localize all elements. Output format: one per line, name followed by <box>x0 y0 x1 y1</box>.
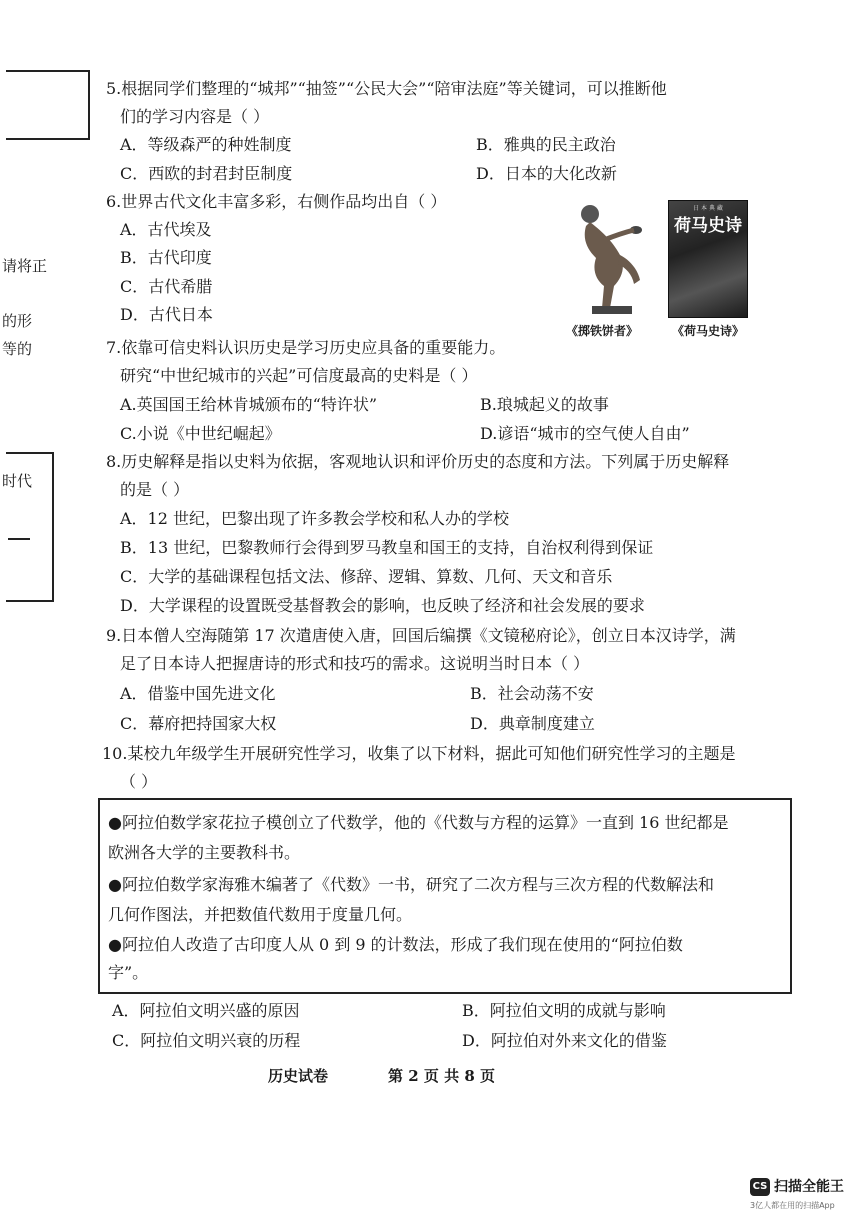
q5-stem-2: 们的学习内容是（ ） <box>120 107 270 126</box>
q10-option-d: D．阿拉伯对外来文化的借鉴 <box>462 1031 667 1050</box>
camscanner-logo-icon: CS <box>750 1178 770 1196</box>
margin-text-4: 时代 <box>2 472 33 490</box>
margin-text-1: 请将正 <box>2 257 48 275</box>
q5-option-a: A．等级森严的种姓制度 <box>120 135 292 154</box>
q10-stem-2: （ ） <box>120 772 158 791</box>
margin-dash <box>8 538 30 540</box>
q8-stem-2: 的是（ ） <box>120 480 190 499</box>
footer-page-number: 第 2 页 共 8 页 <box>388 1067 495 1085</box>
q10-option-a: A．阿拉伯文明兴盛的原因 <box>112 1001 300 1020</box>
q7-stem-1: 7.依靠可信史料认识历史是学习历史应具备的重要能力。 <box>106 338 506 357</box>
q9-stem-1: 9.日本僧人空海随第 17 次遣唐使入唐，回国后编撰《文镜秘府论》，创立日本汉诗学，满 <box>106 626 736 645</box>
q8-option-c: C．大学的基础课程包括文法、修辞、逻辑、算数、几何、天文和音乐 <box>120 567 613 586</box>
q5-option-d: D．日本的大化改新 <box>476 164 617 183</box>
q7-option-a: A.英国国王给林肯城颁布的“特许状” <box>120 395 378 414</box>
q10-material-2a: ●阿拉伯数学家海雅木编著了《代数》一书，研究了二次方程与三次方程的代数解法和 <box>108 875 714 894</box>
q9-option-b: B．社会动荡不安 <box>470 684 594 703</box>
book-title: 荷马史诗 <box>674 216 742 236</box>
homer-epic-book-image <box>668 200 748 318</box>
book-series-label: 日 本 典 藏 <box>693 205 723 212</box>
q8-stem-1: 8.历史解释是指以史料为依据，客观地认识和评价历史的态度和方法。下列属于历史解释 <box>106 452 730 471</box>
q6-option-b: B．古代印度 <box>120 248 212 267</box>
q9-option-a: A．借鉴中国先进文化 <box>120 684 276 703</box>
q9-option-d: D．典章制度建立 <box>470 714 595 733</box>
q10-material-1b: 欧洲各大学的主要教科书。 <box>108 843 301 862</box>
q10-material-3b: 字”。 <box>108 963 149 982</box>
q8-option-a: A．12 世纪，巴黎出现了许多教会学校和私人办的学校 <box>120 509 510 528</box>
q6-stem-1: 6.世界古代文化丰富多彩，右侧作品均出自（ ） <box>106 192 447 211</box>
q10-option-b: B．阿拉伯文明的成就与影响 <box>462 1001 666 1020</box>
q7-stem-2: 研究“中世纪城市的兴起”可信度最高的史料是（ ） <box>120 366 478 385</box>
q6-option-c: C．古代希腊 <box>120 277 213 296</box>
q8-option-b: B．13 世纪，巴黎教师行会得到罗马教皇和国王的支持，自治权利得到保证 <box>120 538 654 557</box>
q7-option-d: D.谚语“城市的空气使人自由” <box>480 424 690 443</box>
q7-option-c: C.小说《中世纪崛起》 <box>120 424 281 443</box>
caption-discobolus: 《掷铁饼者》 <box>566 324 639 338</box>
margin-box-top <box>6 70 90 140</box>
q10-material-3a: ●阿拉伯人改造了古印度人从 0 到 9 的计数法，形成了我们现在使用的“阿拉伯数 <box>108 935 683 954</box>
q6-option-d: D．古代日本 <box>120 305 213 324</box>
q5-option-c: C．西欧的封君封臣制度 <box>120 164 293 183</box>
footer-subject: 历史试卷 <box>268 1067 329 1085</box>
q10-option-c: C．阿拉伯文明兴衰的历程 <box>112 1031 301 1050</box>
margin-text-3: 等的 <box>2 340 33 358</box>
q10-material-1a: ●阿拉伯数学家花拉子模创立了代数学，他的《代数与方程的运算》一直到 16 世纪都是 <box>108 813 729 832</box>
margin-text-2: 的形 <box>2 312 33 330</box>
q7-option-b: B.琅城起义的故事 <box>480 395 609 414</box>
discobolus-image <box>570 200 646 318</box>
q6-option-a: A．古代埃及 <box>120 220 212 239</box>
q10-stem-1: 10.某校九年级学生开展研究性学习，收集了以下材料，据此可知他们研究性学习的主题是 <box>102 744 736 763</box>
camscanner-tagline: 3亿人都在用的扫描App <box>750 1201 835 1210</box>
q9-stem-2: 足了日本诗人把握唐诗的形式和技巧的需求。这说明当时日本（ ） <box>120 654 590 673</box>
q5-option-b: B．雅典的民主政治 <box>476 135 616 154</box>
caption-homer: 《荷马史诗》 <box>672 324 745 338</box>
q10-material-2b: 几何作图法，并把数值代数用于度量几何。 <box>108 905 413 924</box>
camscanner-name: 扫描全能王 <box>774 1179 844 1195</box>
q5-stem-1: 5.根据同学们整理的“城邦”“抽签”“公民大会”“陪审法庭”等关键词，可以推断他 <box>106 79 667 98</box>
q8-option-d: D．大学课程的设置既受基督教会的影响，也反映了经济和社会发展的要求 <box>120 596 645 615</box>
q9-option-c: C．幕府把持国家大权 <box>120 714 277 733</box>
